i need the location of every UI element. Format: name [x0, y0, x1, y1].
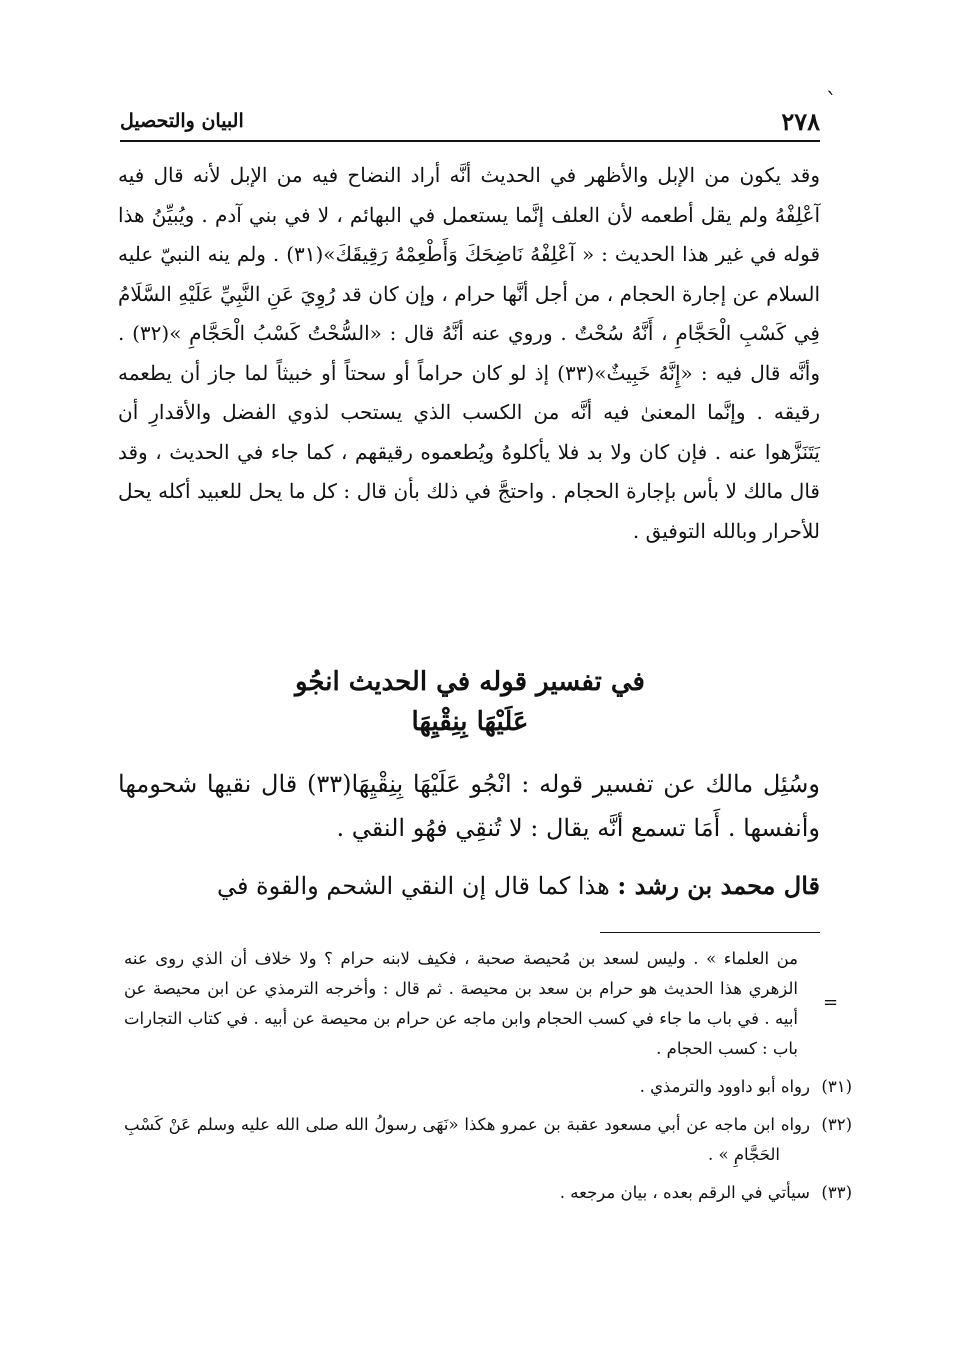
large-paragraph-2-text: هذا كما قال إن النقي الشحم والقوة في	[216, 872, 618, 900]
section-heading-line-1: في تفسير قوله في الحديث انجُو	[295, 667, 645, 697]
large-text-block	[118, 762, 820, 908]
footnote-text: سيأتي في الرقم بعده ، بيان مرجعه .	[559, 1183, 810, 1202]
footnote-text: رواه ابن ماجه عن أبي مسعود عقبة بن عمرو هكذا «نَهَى رسولُ الله صلى الله عليه وسلم عَنْ كَسْبِ الحَجَّامِ » .	[124, 1115, 810, 1164]
large-paragraph-2	[118, 864, 820, 908]
running-title: البيان والتحصيل	[120, 110, 244, 132]
page-number: ٢٧٨	[781, 106, 820, 136]
footnote-text: رواه أبو داوود والترمذي .	[639, 1077, 810, 1096]
footnote-32: (٣٢)رواه ابن ماجه عن أبي مسعود عقبة بن عمرو هكذا «نَهَى رسولُ الله صلى الله عليه وسلم عَنْ كَسْبِ الحَجَّامِ » .	[124, 1115, 852, 1164]
section-heading	[120, 662, 820, 742]
footnote-31: (٣١)رواه أبو داوود والترمذي .	[639, 1077, 852, 1096]
footnote-continued-mark: =	[823, 992, 839, 1013]
footnotes	[124, 944, 852, 1208]
footnote-divider	[600, 932, 820, 933]
corner-mark: `	[826, 90, 837, 115]
speaker-label: قال محمد بن رشد :	[617, 871, 820, 900]
large-paragraph-1: وسُئِل مالك عن تفسير قوله : انْجُو عَلَيْهَا بِنِقْيِهَا(٣٣) قال نقيها شحومها وأنفسها . أَمَا تسمع أنَّه يقال : لا تُنقِي فهُو النقي .	[118, 770, 820, 842]
section-heading-line-2: عَلَيْهَا بِنِقْيِهَا	[411, 707, 529, 737]
footnote-33: (٣٣)سيأتي في الرقم بعده ، بيان مرجعه .	[559, 1183, 852, 1202]
footnote-continuation: من العلماء » . وليس لسعد بن مُحيصة صحبة ، فكيف لابنه حرام ؟ ولا خلاف أن الذي روى عنه الزهري هذا الحديث هو حرام بن سعد بن محيصة . ثم قال : وأخرجه الترمذي عن ابن محيصة عن أبيه . في باب ما جاء في كسب الحجام وابن ماجه عن حرام بن محيصة عن أبيه . في كتاب التجارات باب : كسب الحجام .	[124, 949, 798, 1058]
main-text	[118, 156, 820, 551]
body-paragraph: وقد يكون من الإبل والأظهر في الحديث أنَّه أراد النضاح فيه من الإبل لأنه قال فيه آعْلِفْهُ ولم يقل أطعمه لأن العلف إنَّما يستعمل في البهائم ، لا في بني آدم . ويُبيِّنُ هذا قوله في غير هذا الحديث : « آعْلِفْهُ نَاضِحَكَ وَأَطْعِمْهُ رَقِيقَكَ»(٣١) . ولم ينه النبيّ عليه السلام عن إجارة الحجام ، من أجل أنَّها حرام ، وإن كان قد رُوِيَ عَنِ النَّبِيِّ عَلَيْهِ السَّلَامُ فِي كَسْبِ الْحَجَّامِ ، أَنَّهُ سُحْتٌ . وروي عنه أنَّهُ قال : «السُّحْتُ كَسْبُ الْحَجَّامِ »(٣٢) . وأنَّه قال فيه : «إِنَّهُ خَبِيثٌ»(٣٣) إذ لو كان حراماً أو سحتاً أو خبيثاً لما جاز أن يطعمه رقيقه . وإنَّما المعنىٰ فيه أنَّه من الكسب الذي يستحب لذوي الفضل والأقدارِ أن يَتَنَزَّهوا عنه . فإن كان ولا بد فلا يأكلوهُ ويُطعموه رقيقهم ، كما جاء في الحديث ، وقد قال مالك لا بأس بإجارة الحجام . واحتجَّ في ذلك بأن قال : كل ما يحل للعبيد أكله يحل للأحرار وبالله التوفيق .	[118, 163, 821, 543]
page-header	[120, 104, 820, 138]
header-divider	[120, 140, 820, 142]
